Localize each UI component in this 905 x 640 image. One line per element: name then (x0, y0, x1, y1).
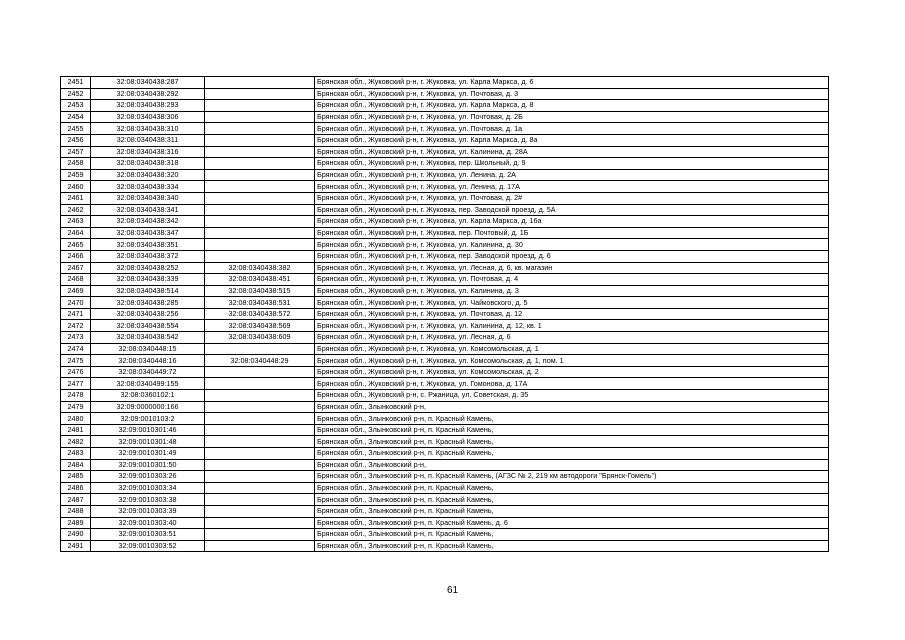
cadastral-number-cell: 32:09:0010301:48 (91, 436, 205, 448)
row-number-cell: 2451 (61, 77, 91, 89)
address-cell: Брянская обл., Жуковский р-н, г. Жуковка, ул. Чайковского, д. 5 (315, 297, 829, 309)
row-number-cell: 2462 (61, 204, 91, 216)
address-cell: Брянская обл., Жуковский р-н, г. Жуковка, ул. Ленина, д. 17А (315, 181, 829, 193)
table-row (61, 158, 829, 170)
table-row (61, 216, 829, 228)
related-cadastral-number-cell (205, 239, 315, 251)
row-number-cell: 2488 (61, 505, 91, 517)
address-cell: Брянская обл., Жуковский р-н, г. Жуковка, ул. Комсомольская, д. 2 (315, 366, 829, 378)
table-row (61, 77, 829, 89)
cadastral-number-cell: 32:09:0010301:46 (91, 424, 205, 436)
related-cadastral-number-cell (205, 123, 315, 135)
table-row (61, 297, 829, 309)
row-number-cell: 2478 (61, 390, 91, 402)
row-number-cell: 2484 (61, 459, 91, 471)
address-cell: Брянская обл., Жуковский р-н, г. Жуковка, ул. Карла Маркса, д. 8 (315, 100, 829, 112)
related-cadastral-number-cell: 32:08:0340438:531 (205, 297, 315, 309)
table-row (61, 482, 829, 494)
cadastral-number-cell: 32:08:0340438:287 (91, 77, 205, 89)
cadastral-number-cell: 32:08:0340438:285 (91, 297, 205, 309)
address-cell: Брянская обл., Жуковский р-н, г. Жуковка, ул. Карла Маркса, д. 16а (315, 216, 829, 228)
related-cadastral-number-cell (205, 401, 315, 413)
row-number-cell: 2473 (61, 332, 91, 344)
table-row (61, 134, 829, 146)
page-number: 61 (446, 585, 459, 596)
address-cell: Брянская обл., Злынковский р-н, п. Красный Камень, (315, 413, 829, 425)
table-row (61, 285, 829, 297)
cadastral-number-cell: 32:08:0340438:514 (91, 285, 205, 297)
cadastral-number-cell: 32:09:0010303:39 (91, 505, 205, 517)
address-cell: Брянская обл., Жуковский р-н, г. Жуковка, ул. Комсомольская, д. 1, пом. 1 (315, 355, 829, 367)
row-number-cell: 2475 (61, 355, 91, 367)
table-row (61, 343, 829, 355)
address-cell: Брянская обл., Злынковский р-н, п. Красный Камень, (315, 505, 829, 517)
related-cadastral-number-cell (205, 169, 315, 181)
related-cadastral-number-cell (205, 181, 315, 193)
cadastral-number-cell: 32:09:0010303:38 (91, 494, 205, 506)
address-cell: Брянская обл., Жуковский р-н, г. Жуковка, ул. Почтовая, д. 12 (315, 308, 829, 320)
row-number-cell: 2471 (61, 308, 91, 320)
address-cell: Брянская обл., Жуковский р-н, г. Жуковка, пер. Почтовый, д. 1Б (315, 227, 829, 239)
address-cell: Брянская обл., Жуковский р-н, г. Жуковка, ул. Гомонова, д. 17А (315, 378, 829, 390)
table-row (61, 274, 829, 286)
address-cell: Брянская обл., Злынковский р-н, п. Красный Камень, (315, 482, 829, 494)
table-row (61, 100, 829, 112)
table-row (61, 471, 829, 483)
row-number-cell: 2486 (61, 482, 91, 494)
table-row (61, 494, 829, 506)
related-cadastral-number-cell: 32:08:0340438:382 (205, 262, 315, 274)
related-cadastral-number-cell: 32:08:0340438:451 (205, 274, 315, 286)
cadastral-number-cell: 32:08:0340438:372 (91, 250, 205, 262)
table-row (61, 123, 829, 135)
address-cell: Брянская обл., Жуковский р-н, г. Жуковка, ул. Комсомольская, д. 1 (315, 343, 829, 355)
address-cell: Брянская обл., Злынковский р-н, п. Красный Камень, (315, 540, 829, 552)
cadastral-number-cell: 32:08:0340438:554 (91, 320, 205, 332)
address-cell: Брянская обл., Жуковский р-н, г. Жуковка, ул. Калинина, д. 30 (315, 239, 829, 251)
row-number-cell: 2456 (61, 134, 91, 146)
row-number-cell: 2476 (61, 366, 91, 378)
related-cadastral-number-cell (205, 436, 315, 448)
cadastral-number-cell: 32:09:0010301:50 (91, 459, 205, 471)
table-row (61, 169, 829, 181)
related-cadastral-number-cell (205, 529, 315, 541)
cadastral-table (60, 76, 829, 552)
related-cadastral-number-cell (205, 482, 315, 494)
row-number-cell: 2459 (61, 169, 91, 181)
related-cadastral-number-cell (205, 227, 315, 239)
row-number-cell: 2464 (61, 227, 91, 239)
row-number-cell: 2467 (61, 262, 91, 274)
row-number-cell: 2490 (61, 529, 91, 541)
row-number-cell: 2483 (61, 448, 91, 460)
address-cell: Брянская обл., Злынковский р-н, п. Красный Камень, (315, 424, 829, 436)
cadastral-number-cell: 32:08:0340438:340 (91, 192, 205, 204)
address-cell: Брянская обл., Злынковский р-н, п. Красный Камень, (315, 529, 829, 541)
cadastral-number-cell: 32:08:0340438:318 (91, 158, 205, 170)
address-cell: Брянская обл., Злынковский р-н, (315, 401, 829, 413)
row-number-cell: 2461 (61, 192, 91, 204)
address-cell: Брянская обл., Злынковский р-н, п. Красный Камень, д. 6 (315, 517, 829, 529)
cadastral-number-cell: 32:09:0010303:26 (91, 471, 205, 483)
related-cadastral-number-cell (205, 424, 315, 436)
related-cadastral-number-cell (205, 77, 315, 89)
table-row (61, 111, 829, 123)
related-cadastral-number-cell (205, 192, 315, 204)
address-cell: Брянская обл., Жуковский р-н, г. Жуковка, ул. Калинина, д. 28А (315, 146, 829, 158)
cadastral-number-cell: 32:08:0340438:292 (91, 88, 205, 100)
table-row (61, 204, 829, 216)
related-cadastral-number-cell: 32:08:0340438:609 (205, 332, 315, 344)
cadastral-number-cell: 32:08:0340438:311 (91, 134, 205, 146)
table-row (61, 146, 829, 158)
row-number-cell: 2458 (61, 158, 91, 170)
related-cadastral-number-cell: 32:08:0340438:572 (205, 308, 315, 320)
address-cell: Брянская обл., Жуковский р-н, г. Жуковка, пер. Заводской проезд, д. 6 (315, 250, 829, 262)
table-row (61, 192, 829, 204)
cadastral-number-cell: 32:08:0340448:15 (91, 343, 205, 355)
cadastral-number-cell: 32:09:0010303:40 (91, 517, 205, 529)
cadastral-number-cell: 32:08:0340438:306 (91, 111, 205, 123)
cadastral-number-cell: 32:08:0340438:256 (91, 308, 205, 320)
cadastral-number-cell: 32:08:0340499:155 (91, 378, 205, 390)
related-cadastral-number-cell (205, 343, 315, 355)
related-cadastral-number-cell: 32:08:0340438:515 (205, 285, 315, 297)
related-cadastral-number-cell (205, 100, 315, 112)
row-number-cell: 2454 (61, 111, 91, 123)
related-cadastral-number-cell (205, 158, 315, 170)
related-cadastral-number-cell (205, 413, 315, 425)
table-row (61, 262, 829, 274)
row-number-cell: 2453 (61, 100, 91, 112)
cadastral-number-cell: 32:08:0340449:72 (91, 366, 205, 378)
table-row (61, 390, 829, 402)
related-cadastral-number-cell: 32:08:0340448:29 (205, 355, 315, 367)
related-cadastral-number-cell (205, 540, 315, 552)
cadastral-number-cell: 32:09:0010303:51 (91, 529, 205, 541)
row-number-cell: 2485 (61, 471, 91, 483)
row-number-cell: 2489 (61, 517, 91, 529)
table-row (61, 320, 829, 332)
cadastral-number-cell: 32:08:0340438:310 (91, 123, 205, 135)
address-cell: Брянская обл., Жуковский р-н, г. Жуковка, ул. Лесная, д. 6, кв. магазин (315, 262, 829, 274)
related-cadastral-number-cell (205, 494, 315, 506)
cadastral-number-cell: 32:09:0000000:166 (91, 401, 205, 413)
table-row (61, 413, 829, 425)
table-row (61, 436, 829, 448)
table-row (61, 308, 829, 320)
related-cadastral-number-cell (205, 505, 315, 517)
table-row (61, 401, 829, 413)
row-number-cell: 2468 (61, 274, 91, 286)
table-row (61, 448, 829, 460)
related-cadastral-number-cell (205, 448, 315, 460)
related-cadastral-number-cell (205, 459, 315, 471)
cadastral-number-cell: 32:08:0340438:339 (91, 274, 205, 286)
address-cell: Брянская обл., Жуковский р-н, с. Ржаница, ул. Советская, д. 35 (315, 390, 829, 402)
related-cadastral-number-cell (205, 134, 315, 146)
related-cadastral-number-cell (205, 111, 315, 123)
address-cell: Брянская обл., Жуковский р-н, г. Жуковка, ул. Почтовая, д. 2Б (315, 111, 829, 123)
table-row (61, 529, 829, 541)
cadastral-number-cell: 32:08:0340438:342 (91, 216, 205, 228)
related-cadastral-number-cell (205, 517, 315, 529)
row-number-cell: 2466 (61, 250, 91, 262)
address-cell: Брянская обл., Злынковский р-н, п. Красный Камень, (АГЗС № 2, 219 км автодороги "Брянск-Гомель") (315, 471, 829, 483)
row-number-cell: 2470 (61, 297, 91, 309)
row-number-cell: 2472 (61, 320, 91, 332)
table-row (61, 366, 829, 378)
row-number-cell: 2479 (61, 401, 91, 413)
row-number-cell: 2474 (61, 343, 91, 355)
row-number-cell: 2465 (61, 239, 91, 251)
related-cadastral-number-cell (205, 88, 315, 100)
table-row (61, 517, 829, 529)
row-number-cell: 2480 (61, 413, 91, 425)
row-number-cell: 2469 (61, 285, 91, 297)
table-row (61, 355, 829, 367)
address-cell: Брянская обл., Жуковский р-н, г. Жуковка, ул. Карла Маркса, д. 6 (315, 77, 829, 89)
cadastral-number-cell: 32:08:0340438:542 (91, 332, 205, 344)
row-number-cell: 2481 (61, 424, 91, 436)
cadastral-number-cell: 32:08:0340438:341 (91, 204, 205, 216)
table-row (61, 181, 829, 193)
cadastral-number-cell: 32:08:0340438:320 (91, 169, 205, 181)
row-number-cell: 2455 (61, 123, 91, 135)
table-row (61, 540, 829, 552)
table-row (61, 332, 829, 344)
address-cell: Брянская обл., Жуковский р-н, г. Жуковка, ул. Калинина, д. 12, кв. 1 (315, 320, 829, 332)
related-cadastral-number-cell (205, 390, 315, 402)
table-row (61, 424, 829, 436)
address-cell: Брянская обл., Жуковский р-н, г. Жуковка, ул. Калинина, д. 3 (315, 285, 829, 297)
table-row (61, 227, 829, 239)
related-cadastral-number-cell (205, 471, 315, 483)
related-cadastral-number-cell (205, 204, 315, 216)
cadastral-number-cell: 32:08:0340438:334 (91, 181, 205, 193)
address-cell: Брянская обл., Жуковский р-н, г. Жуковка, пер. Школьный, д. 9 (315, 158, 829, 170)
related-cadastral-number-cell (205, 216, 315, 228)
address-cell: Брянская обл., Жуковский р-н, г. Жуковка, ул. Лесная, д. 6 (315, 332, 829, 344)
cadastral-number-cell: 32:08:0340438:293 (91, 100, 205, 112)
table-row (61, 250, 829, 262)
cadastral-number-cell: 32:08:0340438:316 (91, 146, 205, 158)
row-number-cell: 2487 (61, 494, 91, 506)
row-number-cell: 2457 (61, 146, 91, 158)
related-cadastral-number-cell (205, 146, 315, 158)
row-number-cell: 2452 (61, 88, 91, 100)
address-cell: Брянская обл., Злынковский р-н, п. Красный Камень, (315, 436, 829, 448)
cadastral-number-cell: 32:08:0340438:351 (91, 239, 205, 251)
cadastral-number-cell: 32:08:0340448:16 (91, 355, 205, 367)
address-cell: Брянская обл., Злынковский р-н, (315, 459, 829, 471)
row-number-cell: 2460 (61, 181, 91, 193)
row-number-cell: 2482 (61, 436, 91, 448)
row-number-cell: 2491 (61, 540, 91, 552)
address-cell: Брянская обл., Жуковский р-н, г. Жуковка, ул. Почтовая, д. 1а (315, 123, 829, 135)
address-cell: Брянская обл., Жуковский р-н, г. Жуковка, ул. Ленина, д. 2А (315, 169, 829, 181)
related-cadastral-number-cell: 32:08:0340438:569 (205, 320, 315, 332)
address-cell: Брянская обл., Жуковский р-н, г. Жуковка, ул. Карла Маркса, д. 8а (315, 134, 829, 146)
related-cadastral-number-cell (205, 250, 315, 262)
table-row (61, 505, 829, 517)
related-cadastral-number-cell (205, 378, 315, 390)
cadastral-number-cell: 32:08:0360102:1 (91, 390, 205, 402)
cadastral-number-cell: 32:09:0010301:49 (91, 448, 205, 460)
row-number-cell: 2463 (61, 216, 91, 228)
row-number-cell: 2477 (61, 378, 91, 390)
table-row (61, 88, 829, 100)
table-body (61, 77, 829, 552)
address-cell: Брянская обл., Злынковский р-н, п. Красный Камень, (315, 448, 829, 460)
cadastral-number-cell: 32:09:0010303:34 (91, 482, 205, 494)
table-row (61, 459, 829, 471)
address-cell: Брянская обл., Жуковский р-н, г. Жуковка, ул. Почтовая, д. 3 (315, 88, 829, 100)
cadastral-number-cell: 32:09:0010103:2 (91, 413, 205, 425)
table-row (61, 378, 829, 390)
cadastral-number-cell: 32:08:0340438:252 (91, 262, 205, 274)
cadastral-number-cell: 32:09:0010303:52 (91, 540, 205, 552)
related-cadastral-number-cell (205, 366, 315, 378)
address-cell: Брянская обл., Жуковский р-н, г. Жуковка, ул. Почтовая, д. 4 (315, 274, 829, 286)
address-cell: Брянская обл., Жуковский р-н, г. Жуковка, пер. Заводской проезд, д. 5А (315, 204, 829, 216)
address-cell: Брянская обл., Жуковский р-н, г. Жуковка, ул. Почтовая, д. 2# (315, 192, 829, 204)
address-cell: Брянская обл., Злынковский р-н, п. Красный Камень, (315, 494, 829, 506)
table-row (61, 239, 829, 251)
cadastral-number-cell: 32:08:0340438:347 (91, 227, 205, 239)
